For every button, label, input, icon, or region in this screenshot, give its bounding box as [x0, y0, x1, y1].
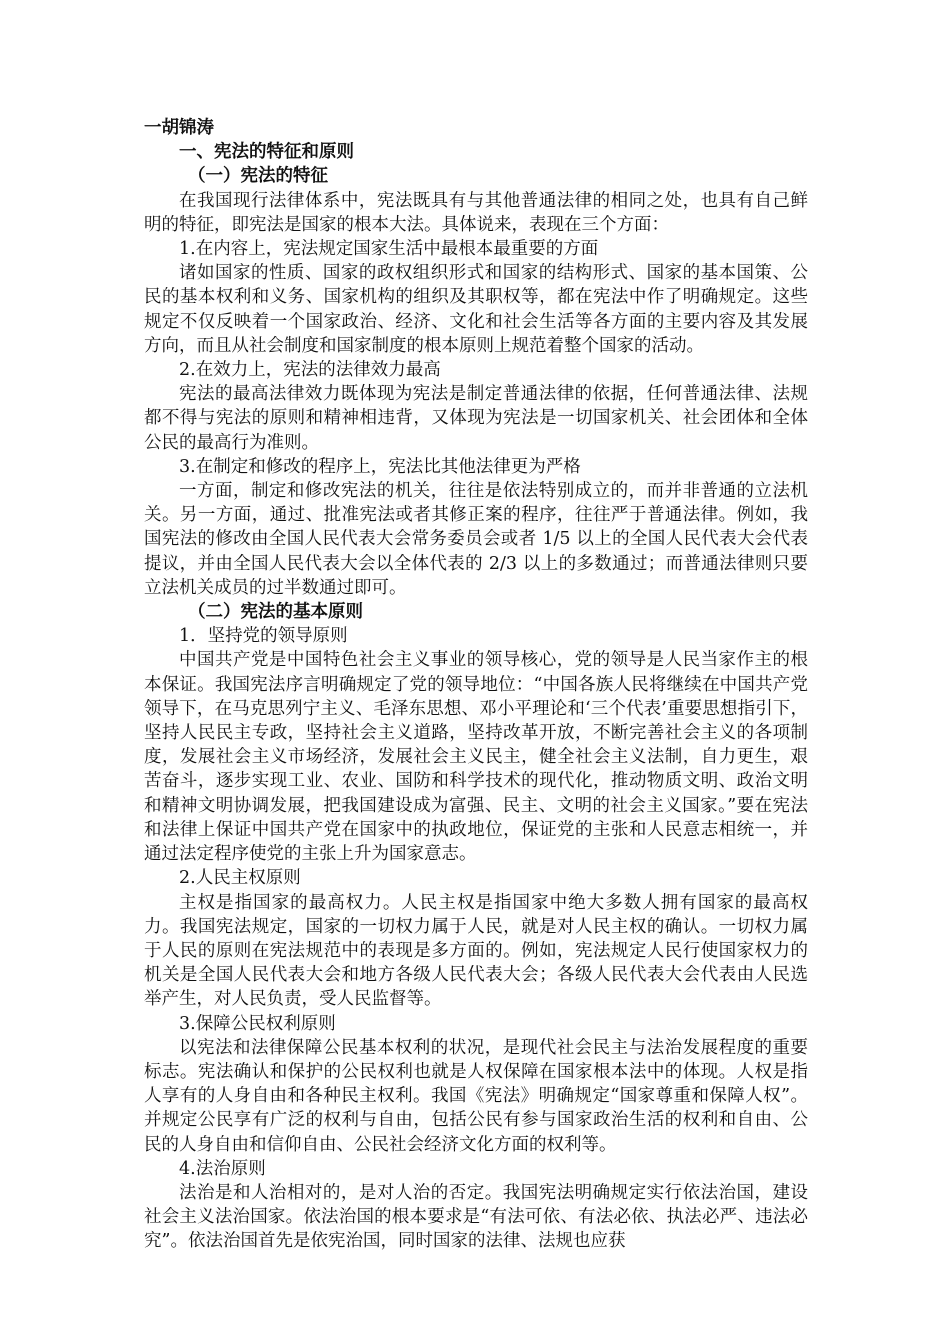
part2-title: （二）宪法的基本原则 [188, 602, 363, 623]
principle-3-heading: 3.保障公民权利原则 [179, 1013, 336, 1034]
principle-4-heading: 4.法治原则 [179, 1158, 266, 1179]
principle-1-body: 中国共产党是中国特色社会主义事业的领导核心，党的领导是人民当家作主的根本保证。我国宪法序言明确规定了党的领导地位：“中国各族人民将继续在中国共产党领导下，在马克思列宁主义、毛泽东思想、邓小平理论和‘三个代表’重要思想指引下，坚持人民民主专政，坚持社会主义道路，坚持改革开放，不断完善社会主义的各项制度，发展社会主义市场经济，发展社会主义民主，健全社会主义法制，自力更生，艰苦奋斗，逐步实现工业、农业、国防和科学技术的现代化，推动物质文明、政治文明和精神文明协调发展，把我国建设成为富强、民主、文明的社会主义国家。”要在宪法和法律上保证中国共产党在国家中的执政地位，保证党的主张和人民意志相统一，并通过法定程序使党的主张上升为国家意志。 [144, 650, 808, 865]
principle-2-heading: 2.人民主权原则 [179, 868, 301, 889]
principle-2-body: 主权是指国家的最高权力。人民主权是指国家中绝大多数人拥有国家的最高权力。我国宪法规定，国家的一切权力属于人民，就是对人民主权的确认。一切权力属于人民的原则在宪法规范中的表现是多方面的。例如，宪法规定人民行使国家权力的机关是全国人民代表大会和地方各级人民代表大会；各级人民代表大会代表由人民选举产生，对人民负责，受人民监督等。 [144, 892, 808, 1010]
section-title: 一、宪法的特征和原则 [179, 142, 354, 163]
part1-title: （一）宪法的特征 [188, 166, 328, 187]
document-header: 一胡锦涛 [144, 118, 214, 138]
feature-1-body: 诸如国家的性质、国家的政权组织形式和国家的结构形式、国家的基本国策、公民的基本权利和义务、国家机构的组织及其职权等，都在宪法中作了明确规定。这些规定不仅反映着一个国家政治、经济、文化和社会生活等各方面的主要内容及其发展方向，而且从社会制度和国家制度的根本原则上规范着整个国家的活动。 [144, 263, 808, 356]
principle-3-body: 以宪法和法律保障公民基本权利的状况，是现代社会民主与法治发展程度的重要标志。宪法确认和保护的公民权利也就是人权保障在国家根本法中的体现。人权是指人享有的人身自由和各种民主权利。我国《宪法》明确规定“国家尊重和保障人权”。并规定公民享有广泛的权利与自由，包括公民有参与国家政治生活的权利和自由、公民的人身自由和信仰自由、公民社会经济文化方面的权利等。 [144, 1037, 808, 1155]
feature-2-heading: 2.在效力上，宪法的法律效力最高 [179, 360, 441, 381]
feature-1-heading: 1.在内容上，宪法规定国家生活中最根本最重要的方面 [179, 239, 599, 260]
document-page [144, 116, 808, 1254]
feature-2-body: 宪法的最高法律效力既体现为宪法是制定普通法律的依据，任何普通法律、法规都不得与宪法的原则和精神相违背，又体现为宪法是一切国家机关、社会团体和全体公民的最高行为准则。 [144, 384, 808, 453]
feature-3-body: 一方面，制定和修改宪法的机关，往往是依法特别成立的，而并非普通的立法机关。另一方面，通过、批准宪法或者其修正案的程序，往往严于普通法律。例如，我国宪法的修改由全国人民代表大会常务委员会或者 1/5 以上的全国人民代表大会代表提议，并由全国人民代表大会以全体代表的 2/3 以上的多数通过；而普通法律则只要立法机关成员的过半数通过即可。 [144, 481, 808, 598]
principle-1-heading: 1．坚持党的领导原则 [179, 626, 348, 647]
principle-4-body: 法治是和人治相对的，是对人治的否定。我国宪法明确规定实行依法治国，建设社会主义法治国家。依法治国的根本要求是“有法可依、有法必依、执法必严、违法必究”。依法治国首先是依宪治国，同时国家的法律、法规也应获 [144, 1182, 808, 1252]
feature-3-heading: 3.在制定和修改的程序上，宪法比其他法律更为严格 [179, 456, 581, 477]
part1-intro: 在我国现行法律体系中，宪法既具有与其他普通法律的相同之处，也具有自己鲜明的特征，即宪法是国家的根本大法。具体说来，表现在三个方面： [144, 190, 808, 235]
